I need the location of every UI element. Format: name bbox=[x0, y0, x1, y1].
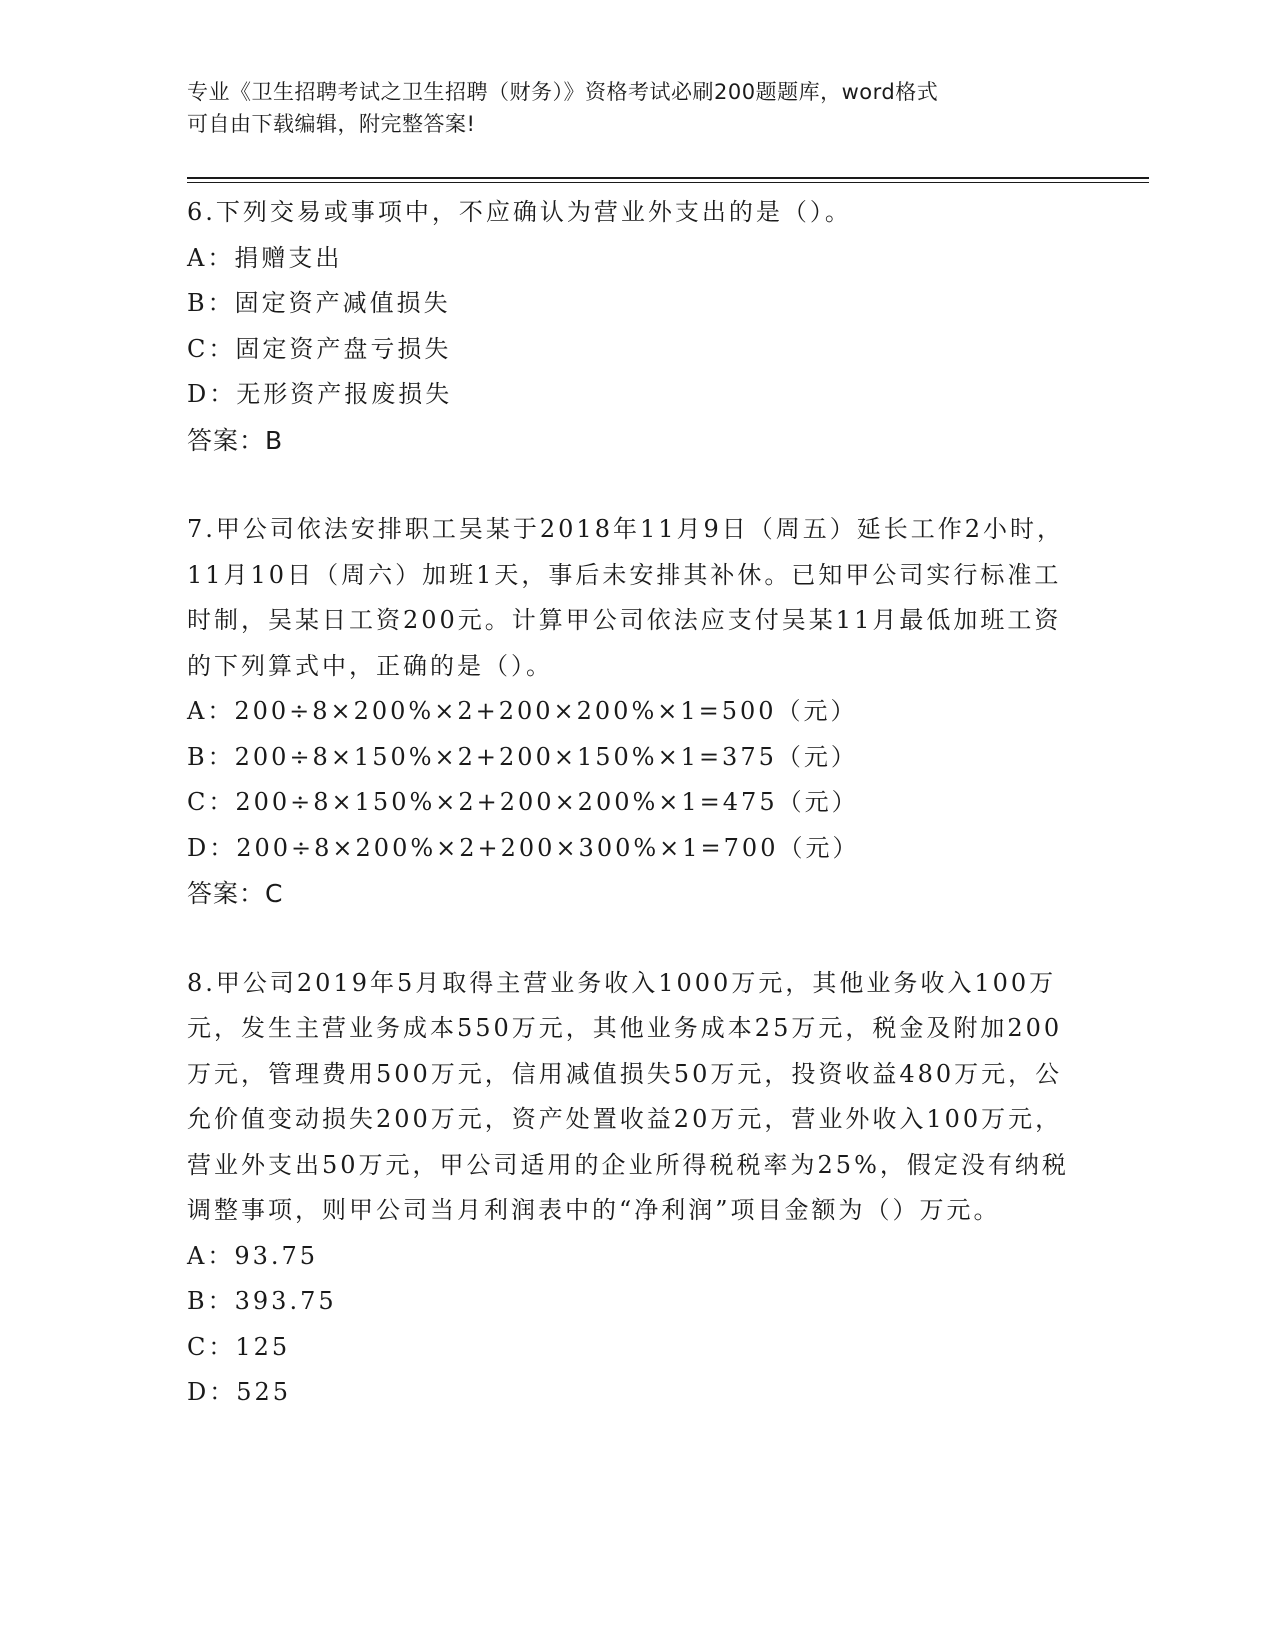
option-c: C：125 bbox=[187, 1332, 291, 1361]
question-stem: 8.甲公司2019年5月取得主营业务收入1000万元，其他业务收入100万元，发生主营业务成本550万元，其他业务成本25万元，税金及附加200万元，管理费用500万元，信用减值损失50万元，投资收益480万元，公允价值变动损失200万元，资产处置收益20万元，营业外收入100万元，营业外支出50万元，甲公司适用的企业所得税税率为25%，假定没有纳税调整事项，则甲公司当月利润表中的“净利润”项目金额为（）万元。 bbox=[187, 968, 1069, 1224]
header-divider-thin bbox=[187, 182, 1149, 183]
question-stem: 7.甲公司依法安排职工吴某于2018年11月9日（周五）延长工作2小时，11月10日（周六）加班1天，事后未安排其补休。已知甲公司实行标准工时制，吴某日工资200元。计算甲公司依法应支付吴某11月最低加班工资的下列算式中，正确的是（）。 bbox=[187, 515, 1065, 680]
option-b: B：200÷8×150%×2+200×150%×1=375（元） bbox=[187, 742, 858, 771]
option-a: A：93.75 bbox=[187, 1241, 319, 1270]
option-d: D：200÷8×200%×2+200×300%×1=700（元） bbox=[187, 833, 860, 862]
question-6 bbox=[187, 190, 1077, 463]
question-8 bbox=[187, 961, 1077, 1416]
header-divider-thick bbox=[187, 177, 1149, 179]
option-c: C：200÷8×150%×2+200×200%×1=475（元） bbox=[187, 788, 859, 816]
header-line-2: 可自由下载编辑，附完整答案! bbox=[187, 112, 476, 136]
question-stem: 6.下列交易或事项中，不应确认为营业外支出的是（）。 bbox=[187, 198, 852, 226]
option-a: A：捐赠支出 bbox=[187, 243, 343, 272]
option-b: B：固定资产减值损失 bbox=[187, 289, 451, 317]
option-c: C：固定资产盘亏损失 bbox=[187, 334, 452, 363]
answer-line: 答案：C bbox=[187, 879, 284, 908]
header-line-1: 专业《卫生招聘考试之卫生招聘（财务）》资格考试必刷200题题库，word格式 bbox=[187, 80, 939, 104]
question-list bbox=[187, 190, 1077, 1460]
option-a: A：200÷8×200%×2+200×200%×1=500（元） bbox=[187, 697, 858, 725]
answer-line: 答案：B bbox=[187, 425, 284, 455]
document-header bbox=[187, 76, 1067, 140]
option-d: D：无形资产报废损失 bbox=[187, 380, 453, 408]
option-d: D：525 bbox=[187, 1378, 292, 1406]
option-b: B：393.75 bbox=[187, 1287, 337, 1315]
question-7 bbox=[187, 507, 1077, 917]
